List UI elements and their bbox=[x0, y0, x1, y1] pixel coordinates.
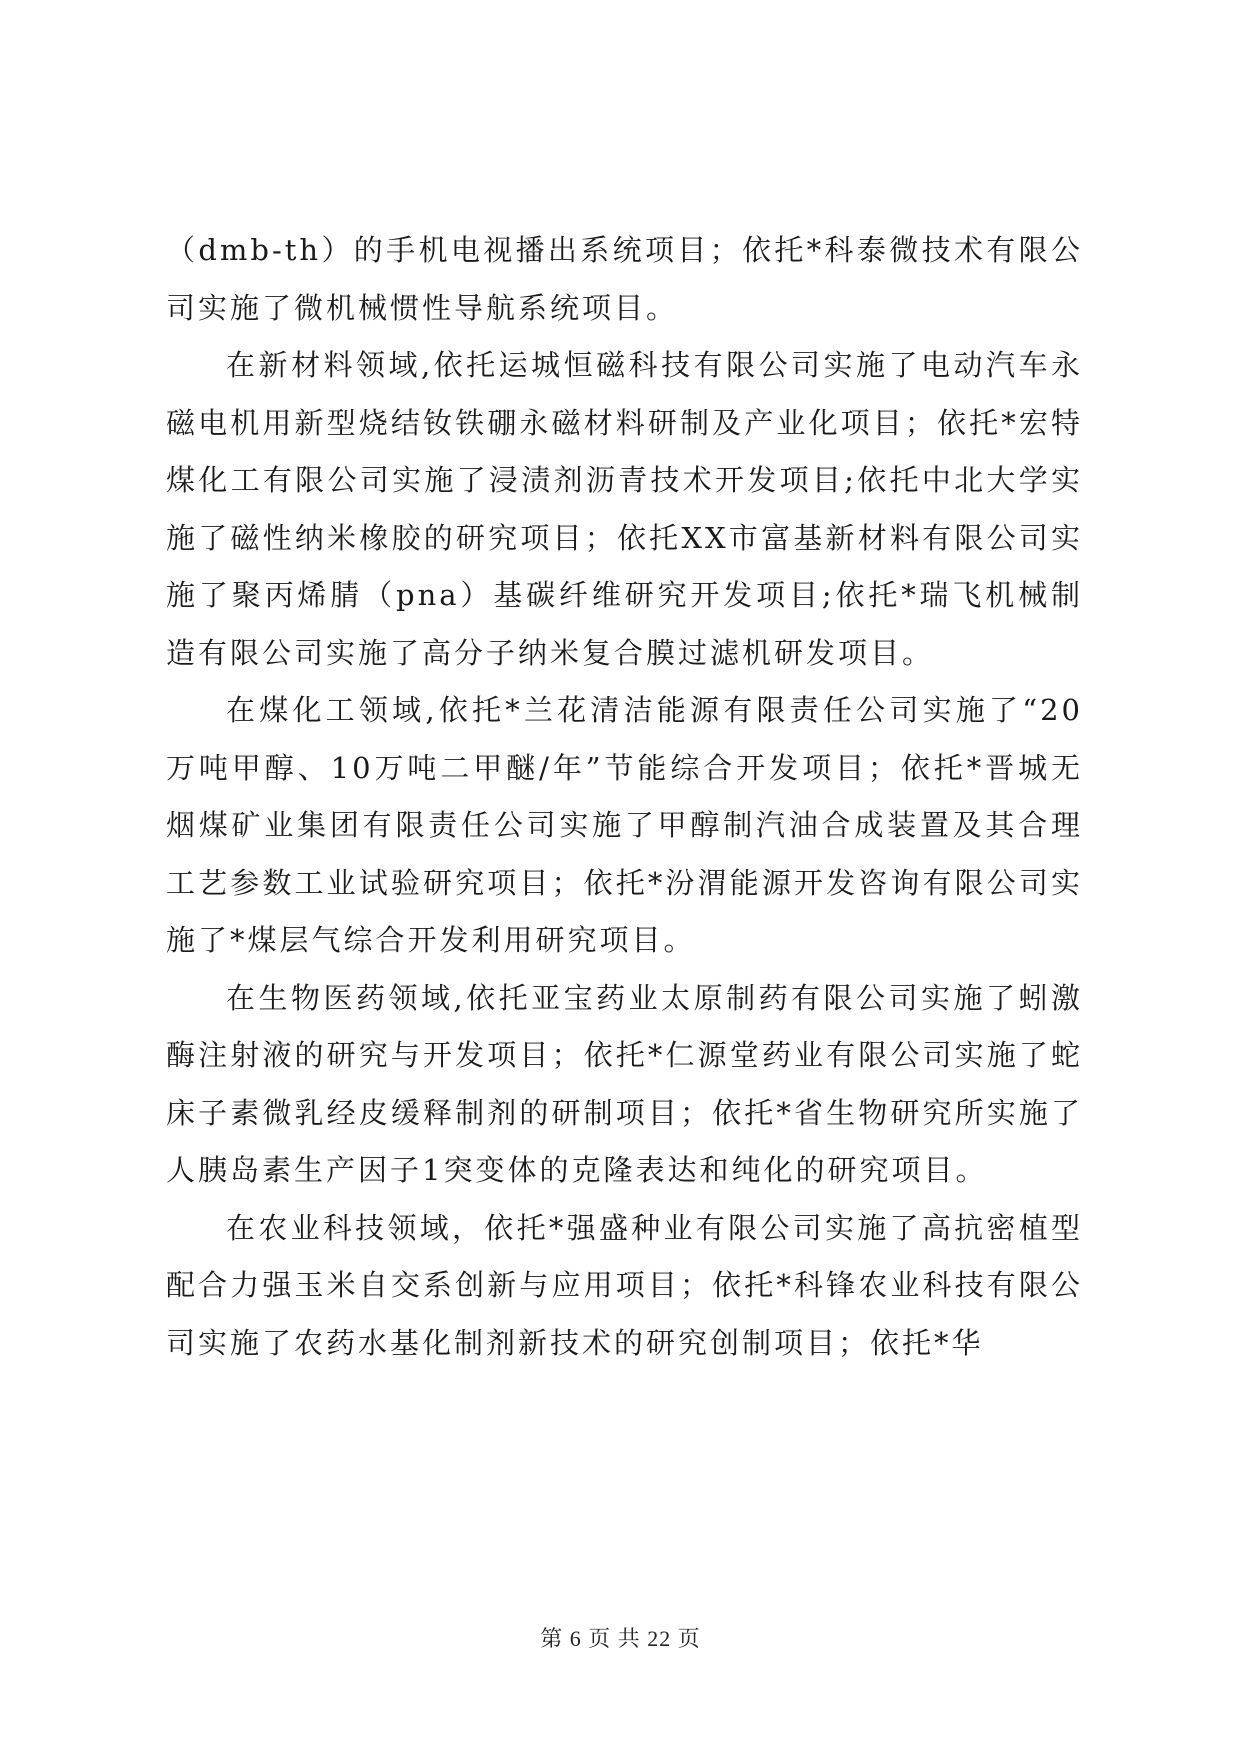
document-body bbox=[166, 222, 1083, 1372]
paragraph-new-materials: 在新材料领域,依托运城恒磁科技有限公司实施了电动汽车永磁电机用新型烧结钕铁硼永磁材料研制及产业化项目；依托*宏特煤化工有限公司实施了浸渍剂沥青技术开发项目;依托中北大学实施了磁性纳米橡胶的研究项目；依托XX市富基新材料有限公司实施了聚丙烯腈（pna）基碳纤维研究开发项目;依托*瑞飞机械制造有限公司实施了高分子纳米复合膜过滤机研发项目。 bbox=[166, 348, 1083, 670]
paragraph-agriculture: 在农业科技领域，依托*强盛种业有限公司实施了高抗密植型配合力强玉米自交系创新与应用项目；依托*科锋农业科技有限公司实施了农药水基化制剂新技术的研究创制项目；依托*华 bbox=[166, 1210, 1083, 1360]
paragraph-biomedicine: 在生物医药领域,依托亚宝药业太原制药有限公司实施了蚓激酶注射液的研究与开发项目；依托*仁源堂药业有限公司实施了蛇床子素微乳经皮缓释制剂的研制项目；依托*省生物研究所实施了人胰岛素生产因子1突变体的克隆表达和纯化的研究项目。 bbox=[166, 980, 1083, 1187]
paragraph-continued: （dmb-th）的手机电视播出系统项目；依托*科泰微技术有限公司实施了微机械惯性导航系统项目。 bbox=[166, 233, 1083, 325]
paragraph-coal-chemical: 在煤化工领域,依托*兰花清洁能源有限责任公司实施了“20万吨甲醇、10万吨二甲醚/年”节能综合开发项目；依托*晋城无烟煤矿业集团有限责任公司实施了甲醇制汽油合成装置及其合理工艺参数工业试验研究项目；依托*汾渭能源开发咨询有限公司实施了*煤层气综合开发利用研究项目。 bbox=[166, 693, 1083, 957]
page-number-footer: 第 6 页 共 22 页 bbox=[540, 1626, 701, 1651]
